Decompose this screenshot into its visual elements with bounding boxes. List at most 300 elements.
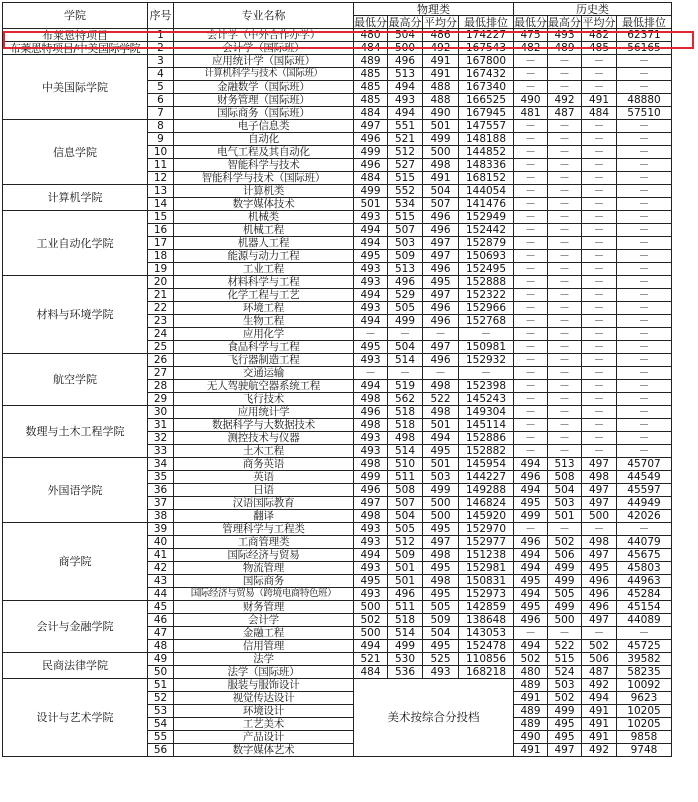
history-min: 489 (514, 705, 548, 718)
physics-min: 496 (354, 133, 388, 146)
physics-max: 501 (388, 562, 423, 575)
art-note: 美术按综合分投档 (354, 679, 514, 757)
physics-rank: 167543 (459, 42, 514, 55)
major-name: 翻译 (174, 510, 354, 523)
physics-rank: 168218 (459, 666, 514, 679)
history-avg: － (582, 211, 617, 224)
physics-rank: 150693 (459, 250, 514, 263)
physics-max: 534 (388, 198, 423, 211)
history-avg: － (582, 432, 617, 445)
physics-avg: 525 (423, 653, 459, 666)
history-avg: 506 (582, 653, 617, 666)
history-max: － (548, 328, 582, 341)
history-avg: － (582, 172, 617, 185)
major-name: 测控技术与仪器 (174, 432, 354, 445)
history-max: － (548, 211, 582, 224)
physics-max: 508 (388, 484, 423, 497)
history-min: － (514, 172, 548, 185)
college-name: 布莱恩特项目 (3, 29, 148, 42)
physics-max: 515 (388, 211, 423, 224)
history-avg: － (582, 133, 617, 146)
major-name: 机械工程 (174, 224, 354, 237)
physics-avg: 500 (423, 146, 459, 159)
history-avg: 491 (582, 731, 617, 744)
seq-number: 37 (148, 497, 174, 510)
history-max: 495 (548, 718, 582, 731)
physics-min: 501 (354, 198, 388, 211)
physics-avg: 522 (423, 393, 459, 406)
history-min: － (514, 263, 548, 276)
history-avg: － (582, 419, 617, 432)
physics-avg: 488 (423, 81, 459, 94)
history-avg: － (582, 120, 617, 133)
history-max: 515 (548, 653, 582, 666)
physics-min: 493 (354, 263, 388, 276)
physics-max: 511 (388, 601, 423, 614)
physics-avg: 504 (423, 627, 459, 640)
physics-rank: 151238 (459, 549, 514, 562)
physics-avg: 501 (423, 419, 459, 432)
physics-max: 505 (388, 523, 423, 536)
physics-min: 499 (354, 146, 388, 159)
physics-rank: 143053 (459, 627, 514, 640)
physics-rank: 167340 (459, 81, 514, 94)
history-avg: 496 (582, 575, 617, 588)
history-avg: 497 (582, 484, 617, 497)
physics-avg: 507 (423, 198, 459, 211)
seq-number: 3 (148, 55, 174, 68)
physics-max: 551 (388, 120, 423, 133)
seq-number: 47 (148, 627, 174, 640)
history-min: － (514, 315, 548, 328)
physics-max: 496 (388, 55, 423, 68)
history-max: 513 (548, 458, 582, 471)
history-rank: － (617, 133, 672, 146)
history-rank: 9858 (617, 731, 672, 744)
history-min: 496 (514, 536, 548, 549)
history-max: － (548, 198, 582, 211)
physics-min: 485 (354, 68, 388, 81)
physics-avg: 493 (423, 666, 459, 679)
history-rank: － (617, 146, 672, 159)
physics-max: 512 (388, 536, 423, 549)
physics-min: 497 (354, 120, 388, 133)
history-min: 495 (514, 575, 548, 588)
history-max: 499 (548, 575, 582, 588)
physics-min: 485 (354, 81, 388, 94)
seq-number: 33 (148, 445, 174, 458)
major-name: 数字媒体技术 (174, 198, 354, 211)
physics-avg: 491 (423, 172, 459, 185)
major-name: 数据科学与大数据技术 (174, 419, 354, 432)
history-max: 505 (548, 588, 582, 601)
history-rank: 45725 (617, 640, 672, 653)
history-min: 475 (514, 29, 548, 42)
major-name: 财务管理 (174, 601, 354, 614)
college-name: 布莱恩特项目/中美国际学院 (3, 42, 148, 55)
table-row (3, 211, 672, 224)
physics-avg: 495 (423, 445, 459, 458)
major-name: 电气工程及其自动化 (174, 146, 354, 159)
history-rank: － (617, 380, 672, 393)
physics-rank: 145114 (459, 419, 514, 432)
header-seq: 序号 (148, 3, 174, 29)
history-avg: 497 (582, 497, 617, 510)
physics-rank: 138648 (459, 614, 514, 627)
history-rank: － (617, 211, 672, 224)
history-rank: － (617, 289, 672, 302)
physics-min: 521 (354, 653, 388, 666)
physics-max: 504 (388, 341, 423, 354)
history-min: － (514, 328, 548, 341)
seq-number: 55 (148, 731, 174, 744)
history-rank: － (617, 68, 672, 81)
history-min: － (514, 627, 548, 640)
seq-number: 23 (148, 315, 174, 328)
physics-rank: 152970 (459, 523, 514, 536)
history-max: 503 (548, 679, 582, 692)
history-min: 481 (514, 107, 548, 120)
physics-min: 493 (354, 523, 388, 536)
history-max: － (548, 354, 582, 367)
history-max: 492 (548, 94, 582, 107)
physics-rank: 142859 (459, 601, 514, 614)
history-min: － (514, 120, 548, 133)
physics-avg: 503 (423, 471, 459, 484)
history-max: － (548, 250, 582, 263)
history-max: 489 (548, 42, 582, 55)
physics-min: 484 (354, 666, 388, 679)
history-min: 489 (514, 718, 548, 731)
physics-avg: 498 (423, 549, 459, 562)
history-rank: 56165 (617, 42, 672, 55)
history-rank: 10092 (617, 679, 672, 692)
history-min: － (514, 354, 548, 367)
history-avg: 487 (582, 666, 617, 679)
admission-score-table (2, 2, 672, 757)
history-avg: － (582, 354, 617, 367)
history-max: － (548, 315, 582, 328)
physics-avg: 496 (423, 302, 459, 315)
physics-avg: 492 (423, 42, 459, 55)
history-max: 499 (548, 562, 582, 575)
history-avg: － (582, 250, 617, 263)
physics-avg: 496 (423, 354, 459, 367)
physics-avg: 495 (423, 588, 459, 601)
physics-rank: 152322 (459, 289, 514, 302)
seq-number: 15 (148, 211, 174, 224)
seq-number: 48 (148, 640, 174, 653)
history-rank: － (617, 198, 672, 211)
header-history-rank: 最低排位 (617, 16, 672, 29)
physics-rank: 145920 (459, 510, 514, 523)
seq-number: 35 (148, 471, 174, 484)
major-name: 会计学（国际班） (174, 42, 354, 55)
physics-avg: 496 (423, 211, 459, 224)
college-name: 外国语学院 (3, 458, 148, 523)
physics-rank: 152495 (459, 263, 514, 276)
history-avg: 496 (582, 588, 617, 601)
seq-number: 27 (148, 367, 174, 380)
major-name: 飞行技术 (174, 393, 354, 406)
seq-number: 30 (148, 406, 174, 419)
physics-rank: 144852 (459, 146, 514, 159)
physics-min: 498 (354, 419, 388, 432)
physics-avg: 497 (423, 237, 459, 250)
history-rank: － (617, 432, 672, 445)
physics-avg: 501 (423, 458, 459, 471)
history-max: 495 (548, 731, 582, 744)
history-avg: － (582, 315, 617, 328)
history-avg: － (582, 445, 617, 458)
history-max: 497 (548, 744, 582, 757)
major-name: 国际经济与贸易 (174, 549, 354, 562)
history-avg: 491 (582, 718, 617, 731)
physics-rank: 152932 (459, 354, 514, 367)
college-name: 工业自动化学院 (3, 211, 148, 276)
table-row (3, 653, 672, 666)
physics-rank: 152768 (459, 315, 514, 328)
physics-max: 511 (388, 471, 423, 484)
history-max: 506 (548, 549, 582, 562)
seq-number: 13 (148, 185, 174, 198)
physics-min: 497 (354, 497, 388, 510)
history-rank: － (617, 159, 672, 172)
history-min: 494 (514, 458, 548, 471)
seq-number: 29 (148, 393, 174, 406)
physics-max: 518 (388, 614, 423, 627)
history-avg: 491 (582, 705, 617, 718)
major-name: 管理科学与工程类 (174, 523, 354, 536)
table-row (3, 601, 672, 614)
physics-min: 494 (354, 549, 388, 562)
major-name: 无人驾驶航空器系统工程 (174, 380, 354, 393)
physics-rank: 144054 (459, 185, 514, 198)
history-rank: － (617, 315, 672, 328)
physics-rank: 146824 (459, 497, 514, 510)
seq-number: 44 (148, 588, 174, 601)
history-max: 501 (548, 510, 582, 523)
physics-min: 493 (354, 211, 388, 224)
major-name: 交通运输 (174, 367, 354, 380)
history-min: － (514, 276, 548, 289)
history-rank: － (617, 120, 672, 133)
seq-number: 54 (148, 718, 174, 731)
major-name: 英语 (174, 471, 354, 484)
physics-rank: 141476 (459, 198, 514, 211)
physics-rank: 152882 (459, 445, 514, 458)
physics-rank: 167800 (459, 55, 514, 68)
history-min: 494 (514, 640, 548, 653)
seq-number: 20 (148, 276, 174, 289)
history-avg: － (582, 185, 617, 198)
header-physics-max: 最高分 (388, 15, 422, 29)
physics-rank: 152442 (459, 224, 514, 237)
history-max: － (548, 55, 582, 68)
history-min: － (514, 68, 548, 81)
history-avg: 495 (582, 562, 617, 575)
college-name: 信息学院 (3, 120, 148, 185)
physics-max: 505 (388, 302, 423, 315)
history-rank: 45284 (617, 588, 672, 601)
major-name: 法学 (174, 653, 354, 666)
physics-rank: 152478 (459, 640, 514, 653)
table-row (3, 185, 672, 198)
physics-min: 496 (354, 406, 388, 419)
physics-max: 499 (388, 640, 423, 653)
major-name: 金融工程 (174, 627, 354, 640)
major-name: 金融数学（国际班） (174, 81, 354, 94)
college-name: 航空学院 (3, 354, 148, 406)
history-avg: － (582, 380, 617, 393)
physics-min: 494 (354, 380, 388, 393)
table-row (3, 523, 672, 536)
physics-max: 504 (388, 510, 423, 523)
physics-max: 494 (388, 107, 423, 120)
seq-number: 31 (148, 419, 174, 432)
header-college: 学院 (3, 3, 148, 29)
physics-max: 500 (388, 42, 423, 55)
history-max: 524 (548, 666, 582, 679)
history-max: 487 (548, 107, 582, 120)
seq-number: 16 (148, 224, 174, 237)
history-rank: 57510 (617, 107, 672, 120)
physics-avg: 495 (423, 276, 459, 289)
physics-min: 493 (354, 432, 388, 445)
physics-max: 515 (388, 172, 423, 185)
seq-number: 46 (148, 614, 174, 627)
major-name: 应用统计学 (174, 406, 354, 419)
history-max: 500 (548, 614, 582, 627)
physics-avg: 498 (423, 380, 459, 393)
history-rank: － (617, 393, 672, 406)
physics-rank: 152966 (459, 302, 514, 315)
physics-min: 498 (354, 510, 388, 523)
physics-avg: 491 (423, 68, 459, 81)
seq-number: 14 (148, 198, 174, 211)
history-rank: 45803 (617, 562, 672, 575)
physics-max: 499 (388, 315, 423, 328)
history-min: 491 (514, 744, 548, 757)
history-max: － (548, 81, 582, 94)
history-rank: － (617, 341, 672, 354)
seq-number: 24 (148, 328, 174, 341)
college-name: 会计与金融学院 (3, 601, 148, 653)
physics-avg: 509 (423, 614, 459, 627)
physics-avg: 498 (423, 406, 459, 419)
major-name: 计算机科学与技术（国际班） (174, 68, 354, 81)
physics-rank: 168152 (459, 172, 514, 185)
physics-rank: 152879 (459, 237, 514, 250)
physics-avg: － (423, 328, 459, 341)
physics-min: 493 (354, 276, 388, 289)
history-max: 504 (548, 484, 582, 497)
physics-avg: 496 (423, 315, 459, 328)
physics-min: 496 (354, 159, 388, 172)
table-row (3, 42, 672, 55)
history-rank: 9748 (617, 744, 672, 757)
history-rank: － (617, 445, 672, 458)
major-name: 材料科学与工程 (174, 276, 354, 289)
history-max: － (548, 68, 582, 81)
physics-avg: 504 (423, 185, 459, 198)
header-history-min: 最低分 (514, 15, 547, 29)
physics-rank: 145243 (459, 393, 514, 406)
physics-rank: 152949 (459, 211, 514, 224)
history-rank: 44089 (617, 614, 672, 627)
history-min: － (514, 419, 548, 432)
major-name: 财务管理（国际班） (174, 94, 354, 107)
history-min: 495 (514, 601, 548, 614)
major-name: 服装与服饰设计 (174, 679, 354, 692)
history-rank: 62371 (617, 29, 672, 42)
history-min: － (514, 380, 548, 393)
history-min: － (514, 302, 548, 315)
physics-max: 493 (388, 94, 423, 107)
major-name: 食品科学与工程 (174, 341, 354, 354)
seq-number: 50 (148, 666, 174, 679)
history-min: － (514, 81, 548, 94)
history-max: － (548, 263, 582, 276)
history-min: － (514, 445, 548, 458)
physics-max: 552 (388, 185, 423, 198)
seq-number: 4 (148, 68, 174, 81)
table-row (3, 354, 672, 367)
physics-max: 562 (388, 393, 423, 406)
physics-max: 518 (388, 419, 423, 432)
seq-number: 1 (148, 29, 174, 42)
table-row (3, 406, 672, 419)
physics-min: 495 (354, 250, 388, 263)
physics-min: － (354, 328, 388, 341)
physics-min: 496 (354, 484, 388, 497)
seq-number: 43 (148, 575, 174, 588)
seq-number: 12 (148, 172, 174, 185)
history-avg: 492 (582, 679, 617, 692)
history-max: － (548, 445, 582, 458)
major-name: 国际商务（国际班） (174, 107, 354, 120)
history-rank: 9623 (617, 692, 672, 705)
history-avg: － (582, 341, 617, 354)
physics-min: 480 (354, 29, 388, 42)
history-min: 491 (514, 692, 548, 705)
college-name: 计算机学院 (3, 185, 148, 211)
history-avg: － (582, 224, 617, 237)
physics-avg: 497 (423, 289, 459, 302)
seq-number: 26 (148, 354, 174, 367)
physics-max: 514 (388, 445, 423, 458)
major-name: 能源与动力工程 (174, 250, 354, 263)
major-name: 汉语国际教育 (174, 497, 354, 510)
physics-avg: 501 (423, 120, 459, 133)
physics-min: 494 (354, 640, 388, 653)
physics-rank: 144227 (459, 471, 514, 484)
header-history: 历史类 (514, 3, 672, 16)
major-name: 工艺美术 (174, 718, 354, 731)
seq-number: 42 (148, 562, 174, 575)
history-avg: － (582, 198, 617, 211)
physics-avg: 500 (423, 510, 459, 523)
seq-number: 45 (148, 601, 174, 614)
history-avg: 485 (582, 42, 617, 55)
physics-avg: 498 (423, 159, 459, 172)
major-name: 智能科学与技术（国际班） (174, 172, 354, 185)
physics-min: 498 (354, 458, 388, 471)
physics-max: 513 (388, 263, 423, 276)
history-rank: 42026 (617, 510, 672, 523)
physics-avg: 505 (423, 601, 459, 614)
history-max: 503 (548, 497, 582, 510)
